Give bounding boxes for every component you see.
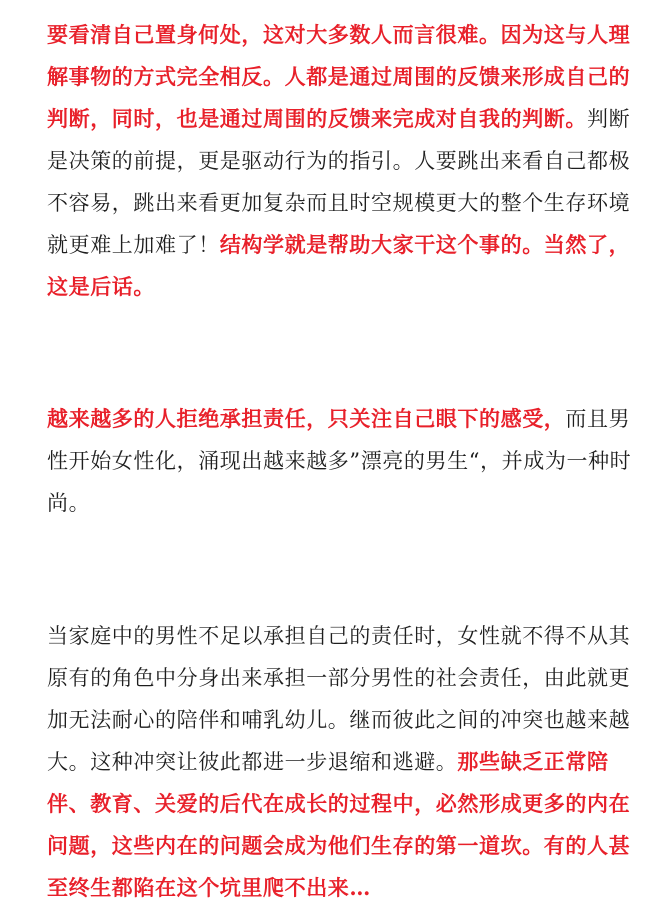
emphasis-text: 越来越多的人拒绝承担责任，只关注自己眼下的感受， xyxy=(47,406,566,431)
emphasis-text: 要看清自己置身何处，这对大多数人而言很难。因为这与人理解事物的方式完全相反。人都是通过周围的反馈来形成自己的判断，同时，也是通过周围的反馈来完成对自我的判断。 xyxy=(47,22,631,131)
body-text: 判断是决策的前提，更是驱动行为的指引。人要跳出来看自己都极不容易，跳出来看更加复杂而且时空规模更大的整个生存环境就更难上加难了！ xyxy=(47,107,631,257)
paragraph-responsibility xyxy=(47,398,649,524)
paragraph-self-judgment xyxy=(47,14,649,308)
body-text: 当家庭中的男性不足以承担自己的责任时，女性就不得不从其原有的角色中分身出来承担一部分男性的社会责任，由此就更加无法耐心的陪伴和哺乳幼儿。继而彼此之间的冲突也越来越大。这种冲突让彼此都进一步退缩和逃避。 xyxy=(47,624,631,774)
paragraph-family-conflict xyxy=(47,615,649,909)
body-text: 而且男性开始女性化，涌现出越来越多”漂亮的男生“，并成为一种时尚。 xyxy=(47,407,632,515)
emphasis-text: 结构学就是帮助大家干这个事的。当然了，这是后话。 xyxy=(47,232,631,299)
emphasis-text: 那些缺乏正常陪伴、教育、关爱的后代在成长的过程中，必然形成更多的内在问题，这些内在的问题会成为他们生存的第一道坎。有的人甚至终生都陷在这个坑里爬不出来… xyxy=(47,749,631,900)
